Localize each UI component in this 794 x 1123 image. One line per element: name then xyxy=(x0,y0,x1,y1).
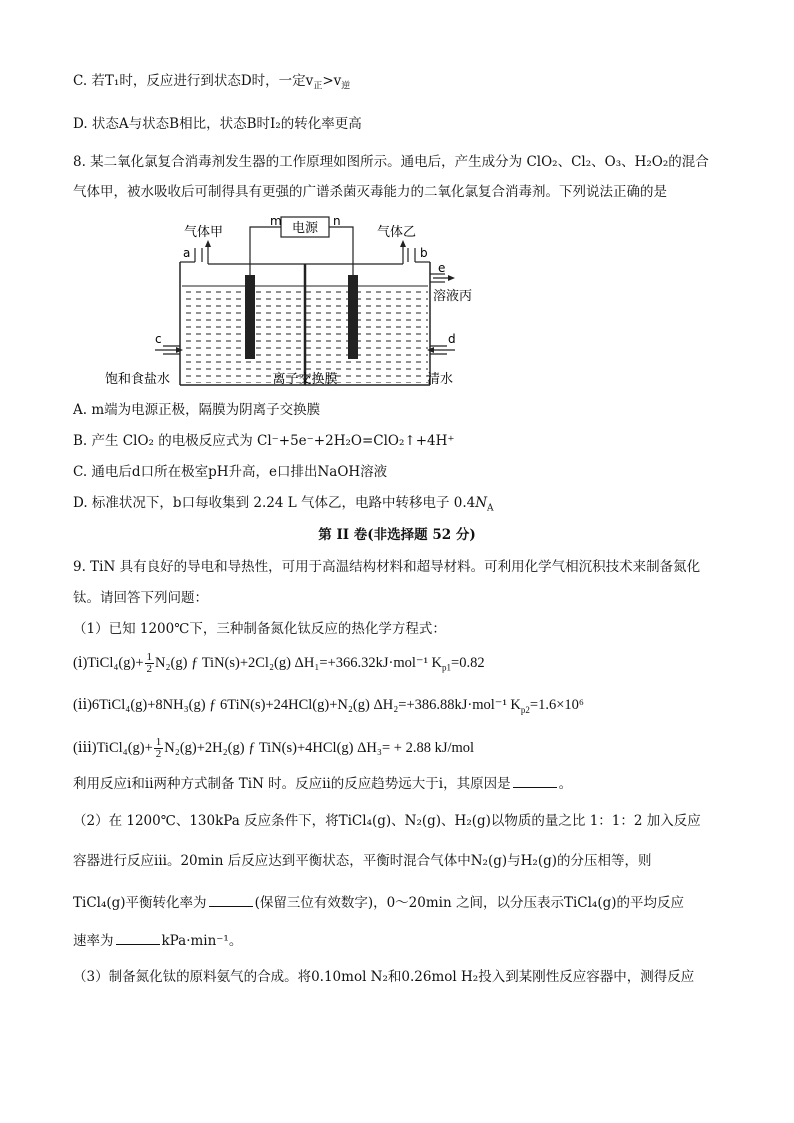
answer-blank[interactable] xyxy=(209,894,253,907)
fraction-half: $\frac{1}{2}$ xyxy=(155,736,162,760)
q9-part2-line3: TiCl₄(g)平衡转化率为 (保留三位有效数字)，0～20min 之间，以分压表示TiCl₄(g)的平均反应 xyxy=(73,895,685,911)
q8-option-d: D. 标准状况下，b口每收集到 2.24 L 气体乙，电路中转移电子 $0.4N_A$ xyxy=(73,495,494,514)
q7-option-c: C. 若T₁时，反应进行到状态D时，一定$v_正>v_逆$ xyxy=(73,73,351,92)
q8-stem-line2: 气体甲，被水吸收后可制得具有更强的广谱杀菌灭毒能力的二氧化氯复合消毒剂。下列说法正确的是 xyxy=(73,184,667,200)
electrolysis-diagram xyxy=(105,212,473,390)
terminal-n: n xyxy=(333,214,341,228)
q9-part3-line1: （3）制备氮化钛的原料氨气的合成。将0.10mol N₂和0.26mol H₂投入到某刚性反应容器中，测得反应 xyxy=(73,969,695,985)
inlet-d-label: d xyxy=(448,332,456,346)
q9-part2-line1: （2）在 1200℃、130kPa 反应条件下，将TiCl₄(g)、N₂(g)、H₂(g)以物质的量之比 1：1：2 加入反应 xyxy=(73,813,701,829)
q9-part2-line4: 速率为 kPa·min⁻¹。 xyxy=(73,933,243,949)
wire-m xyxy=(250,227,281,277)
q9-part1-question: 利用反应ⅰ和ⅱ两种方式制备 TiN 时。反应ⅱ的反应趋势远大于ⅰ，其原因是 。 xyxy=(73,776,573,792)
q9-stem-line1: 9. TiN 具有良好的导电和导热性，可用于高温结构材料和超导材料。可利用化学气相沉积技术来制备氮化 xyxy=(73,559,701,575)
q9-part1-intro: （1）已知 1200℃下，三种制备氮化钛反应的热化学方程式： xyxy=(73,621,446,637)
gas-b-label: 气体乙 xyxy=(377,225,417,240)
q8-option-a: A. m端为电源正极，隔膜为阴离子交换膜 xyxy=(73,402,321,418)
left-electrode xyxy=(245,275,255,359)
inlet-c-label: c xyxy=(155,332,162,346)
brine-label: 饱和食盐水 xyxy=(105,372,171,387)
outlet-b-label: b xyxy=(420,246,428,260)
terminal-m: m xyxy=(270,214,282,228)
water-label: 清水 xyxy=(427,372,454,387)
answer-blank[interactable] xyxy=(513,775,557,788)
membrane-label: 离子交换膜 xyxy=(272,372,338,387)
right-electrode xyxy=(348,275,358,359)
wire-n xyxy=(329,227,353,277)
q9-part2-line2: 容器进行反应ⅲ。20min 后反应达到平衡状态，平衡时混合气体中N₂(g)与H₂(g)的分压相等，则 xyxy=(73,853,652,869)
q9-equation-1: (ⅰ)TiCl₄(g)+ $\frac{1}{2}$ N₂(g) ƒ TiN(s)+2Cl₂(g) ΔH₁=+366.32kJ·mol⁻¹ $K_{p1}=0.82$ xyxy=(73,651,485,675)
power-supply-label: 电源 xyxy=(291,221,319,236)
q9-stem-line2: 钛。请回答下列问题： xyxy=(73,590,208,606)
answer-blank[interactable] xyxy=(116,932,160,945)
outlet-e-label: e xyxy=(438,261,446,275)
gas-a-label: 气体甲 xyxy=(184,225,224,240)
fraction-half: $\frac{1}{2}$ xyxy=(146,651,153,675)
q7-option-d: D. 状态A与状态B相比，状态B时I₂的转化率更高 xyxy=(73,116,362,132)
outlet-a-label: a xyxy=(183,246,191,260)
q9-equation-3: (ⅲ)TiCl₄(g)+ $\frac{1}{2}$ N₂(g)+2H₂(g) ƒ TiN(s)+4HCl(g) ΔH₃= + 2.88 kJ/mol xyxy=(73,736,475,760)
q8-option-b: B. 产生 ClO₂ 的电极反应式为 Cl⁻+5e⁻+2H₂O=ClO₂↑+4H⁺ xyxy=(73,433,455,449)
q8-stem-line1: 8. 某二氧化氯复合消毒剂发生器的工作原理如图所示。通电后，产生成分为 ClO₂、Cl₂、O₃、H₂O₂的混合 xyxy=(73,154,709,170)
solution-c-label: 溶液丙 xyxy=(433,289,473,304)
section-2-title: 第 II 卷(非选择题 52 分) xyxy=(318,527,476,543)
q8-option-c: C. 通电后d口所在极室pH升高，e口排出NaOH溶液 xyxy=(73,464,388,480)
q9-equation-2: (ⅱ)6TiCl₄(g)+8NH₃(g) ƒ 6TiN(s)+24HCl(g)+N₂(g) ΔH₂=+386.88kJ·mol⁻¹ $K_{p2}=1.6\times 10^6$ xyxy=(73,697,584,715)
